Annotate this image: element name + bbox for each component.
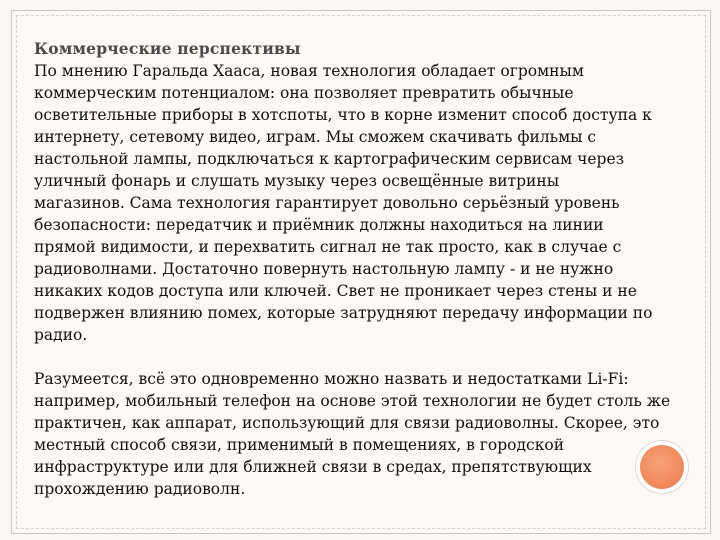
slide-title: Коммерческие перспективы (34, 39, 301, 58)
paragraph-disadvantages: Разумеется, всё это одновременно можно назвать и недостатками Li-Fi: например, мобильный телефон на основе этой технологии не будет столь же практичен, как аппарат, использующий для связи радиоволны. Скорее, это местный способ связи, применимый в помещениях, в городской инфраструктуре или для ближней связи в средах, препятствующих прохождению радиоволн. (34, 370, 671, 498)
paragraph-commercial-potential: По мнению Гаральда Хааса, новая технология обладает огромным коммерческим потенциалом: она позволяет превратить обычные осветительные приборы в хотспоты, что в корне изменит способ доступа к интернету, сетевому видео, играм. Мы сможем скачивать фильмы с настольной лампы, подключаться к картографическим сервисам через уличный фонарь и слушать музыку через освещённые витрины магазинов. Сама технология гарантирует довольно серьёзный уровень безопасности: передатчик и приёмник должны находиться на линии прямой видимости, и перехватить сигнал не так просто, как в случае с радиоволнами. Достаточно повернуть настольную лампу - и не нужно никаких кодов доступа или ключей. Свет не проникает через стены и не подвержен влиянию помех, которые затрудняют передачу информации по радио. (34, 62, 653, 344)
slide-content (34, 38, 698, 516)
decorative-circle-icon (640, 445, 684, 489)
